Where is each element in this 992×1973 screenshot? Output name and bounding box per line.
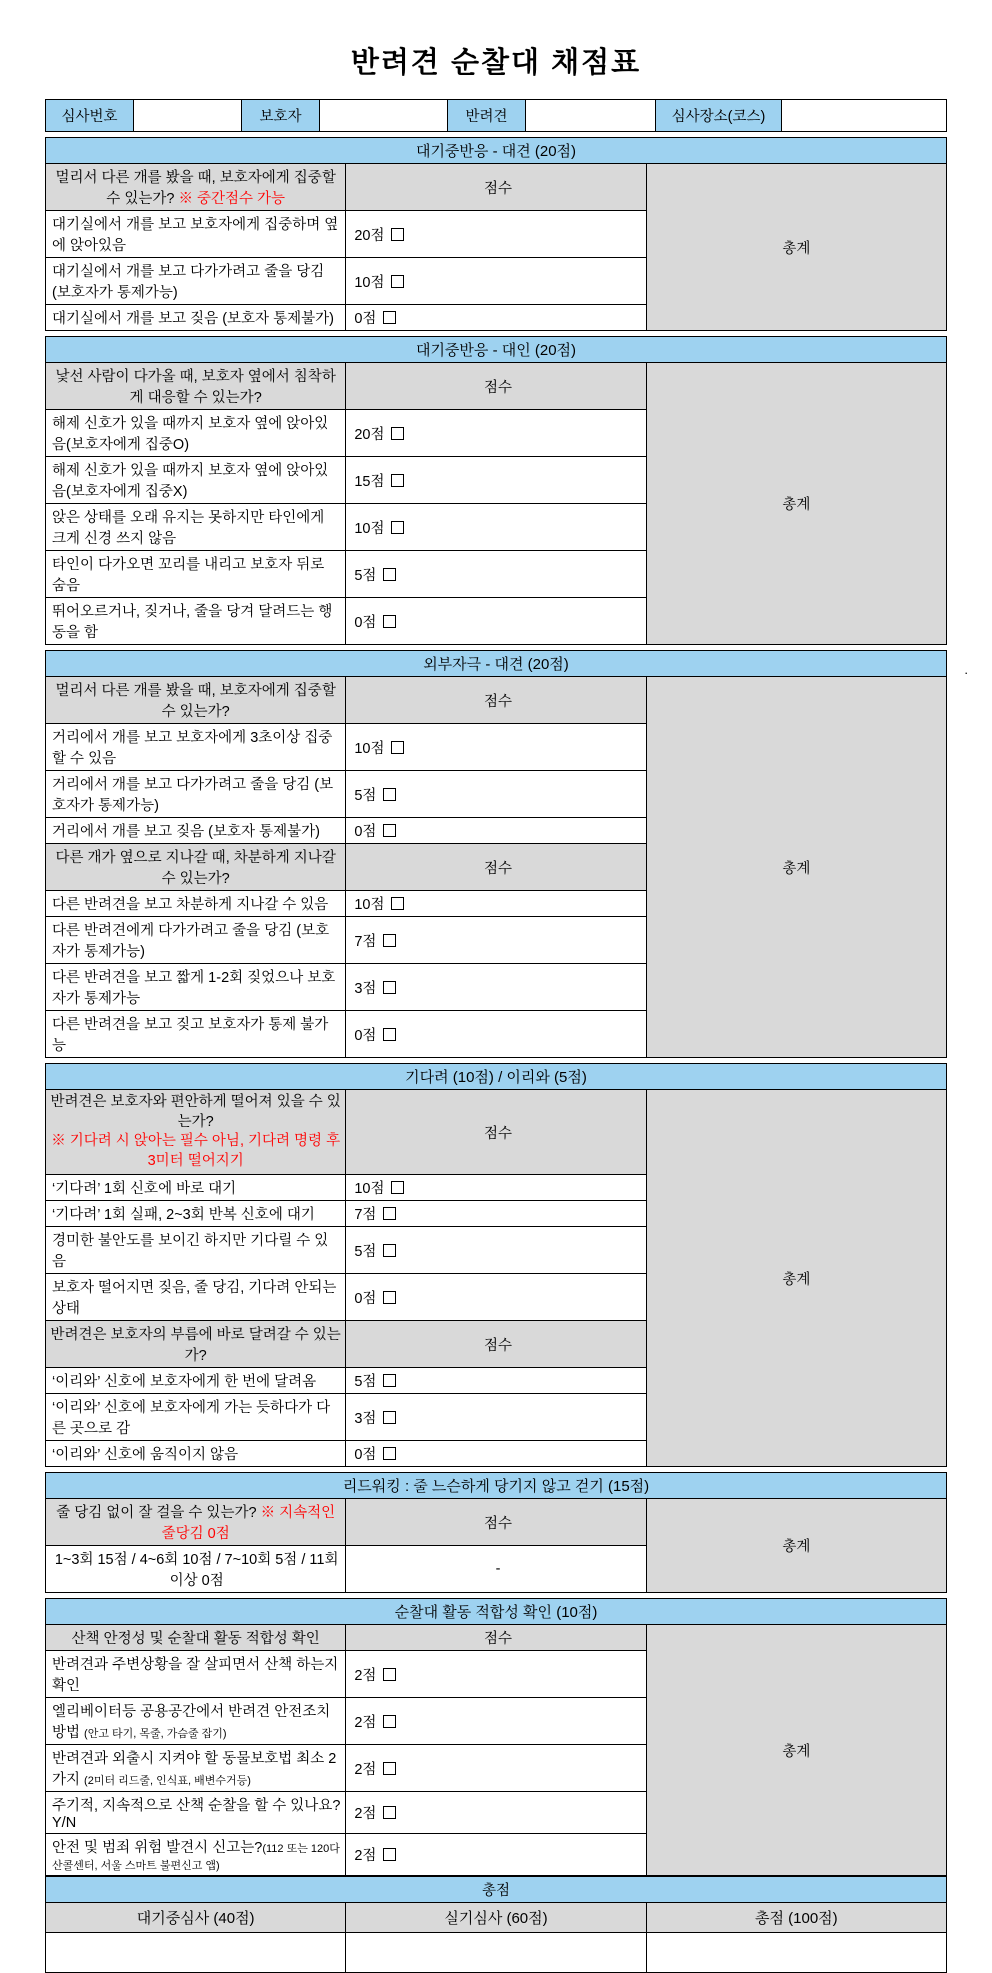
item-points: - <box>346 1546 646 1593</box>
section-title-6: 순찰대 활동 적합성 확인 (10점) <box>46 1599 947 1625</box>
summary-col-waiting: 대기중심사 (40점) <box>46 1903 346 1933</box>
item-points[interactable]: 0점 <box>346 818 646 844</box>
item-label: 주기적, 지속적으로 산책 순찰을 할 수 있나요? Y/N <box>46 1792 346 1834</box>
summary-value-practical[interactable] <box>346 1933 646 1973</box>
summary-header: 총점 <box>46 1877 947 1903</box>
header-input-guardian[interactable] <box>320 100 448 132</box>
header-input-venue[interactable] <box>782 100 947 132</box>
checkbox[interactable] <box>383 1291 396 1304</box>
score-header-5-1: 점수 <box>346 1499 646 1546</box>
item-points[interactable]: 2점 <box>346 1834 646 1876</box>
item-label: 안전 및 범죄 위험 발견시 신고는?(112 또는 120다산콜센터, 서울 스마트 불편신고 앱) <box>46 1834 346 1876</box>
item-label: 거리에서 개를 보고 짖음 (보호자 통제불가) <box>46 818 346 844</box>
item-points[interactable]: 20점 <box>346 410 646 457</box>
checkbox[interactable] <box>383 934 396 947</box>
summary-col-total: 총점 (100점) <box>646 1903 946 1933</box>
item-sublabel: (안고 타기, 목줄, 가슴줄 잡기) <box>84 1728 227 1741</box>
header-input-dog[interactable] <box>526 100 656 132</box>
item-label: 경미한 불안도를 보이긴 하지만 기다릴 수 있음 <box>46 1227 346 1274</box>
header-label-case-number: 심사번호 <box>46 100 134 132</box>
item-points[interactable]: 7점 <box>346 1201 646 1227</box>
header-input-case-number[interactable] <box>134 100 242 132</box>
item-label: 거리에서 개를 보고 보호자에게 3초이상 집중할 수 있음 <box>46 724 346 771</box>
header-label-dog: 반려견 <box>448 100 526 132</box>
checkbox[interactable] <box>383 1447 396 1460</box>
question-text-6-1: 산책 안정성 및 순찰대 활동 적합성 확인 <box>46 1625 346 1651</box>
item-label: 뛰어오르거나, 짖거나, 줄을 당겨 달려드는 행동을 함 <box>46 598 346 645</box>
section-table-5 <box>45 1472 947 1593</box>
summary-value-waiting[interactable] <box>46 1933 346 1973</box>
summary-table <box>45 1876 947 1973</box>
item-label: ‘이리와’ 신호에 보호자에게 한 번에 달려옴 <box>46 1368 346 1394</box>
section-table-2 <box>45 336 947 645</box>
item-points[interactable]: 0점 <box>346 305 646 331</box>
header-label-venue: 심사장소(코스) <box>656 100 782 132</box>
item-label: 보호자 떨어지면 짖음, 줄 당김, 기다려 안되는 상태 <box>46 1274 346 1321</box>
item-sublabel: (112 또는 120다산콜센터, 서울 스마트 불편신고 앱) <box>52 1843 340 1873</box>
total-cell-1: 총계 <box>646 164 946 331</box>
item-label: 다른 반려견을 보고 짧게 1-2회 짖었으나 보호자가 통제가능 <box>46 964 346 1011</box>
item-label: 다른 반려견에게 다가가려고 줄을 당김 (보호자가 통제가능) <box>46 917 346 964</box>
checkbox[interactable] <box>383 1806 396 1819</box>
item-points[interactable]: 7점 <box>346 917 646 964</box>
checkbox[interactable] <box>383 1374 396 1387</box>
checkbox[interactable] <box>391 228 404 241</box>
item-points[interactable]: 2점 <box>346 1698 646 1745</box>
total-cell-2: 총계 <box>646 363 946 645</box>
item-points[interactable]: 2점 <box>346 1651 646 1698</box>
question-text-1-1: 멀리서 다른 개를 봤을 때, 보호자에게 집중할 수 있는가? ※ 중간점수 가능 <box>46 164 346 211</box>
item-label: 거리에서 개를 보고 다가가려고 줄을 당김 (보호자가 통제가능) <box>46 771 346 818</box>
item-label: 다른 반려견을 보고 차분하게 지나갈 수 있음 <box>46 891 346 917</box>
checkbox[interactable] <box>391 275 404 288</box>
total-cell-5: 총계 <box>646 1499 946 1593</box>
header-label-guardian: 보호자 <box>242 100 320 132</box>
checkbox[interactable] <box>383 1715 396 1728</box>
item-points[interactable]: 2점 <box>346 1792 646 1834</box>
item-label: ‘기다려’ 1회 실패, 2~3회 반복 신호에 대기 <box>46 1201 346 1227</box>
checkbox[interactable] <box>391 521 404 534</box>
section-title-4: 기다려 (10점) / 이리와 (5점) <box>46 1064 947 1090</box>
item-label: 다른 반려견을 보고 짖고 보호자가 통제 불가능 <box>46 1011 346 1058</box>
checkbox[interactable] <box>383 1207 396 1220</box>
checkbox[interactable] <box>383 788 396 801</box>
item-points[interactable]: 20점 <box>346 211 646 258</box>
item-label: 대기실에서 개를 보고 짖음 (보호자 통제불가) <box>46 305 346 331</box>
header-info-table <box>45 99 947 132</box>
question-line-1: 반려견은 보호자와 편안하게 떨어져 있을 수 있는가? <box>50 1094 341 1130</box>
item-points[interactable]: 10점 <box>346 724 646 771</box>
item-points[interactable]: 2점 <box>346 1745 646 1792</box>
question-text-2-1: 낯선 사람이 다가올 때, 보호자 옆에서 침착하게 대응할 수 있는가? <box>46 363 346 410</box>
page-title: 반려견 순찰대 채점표 <box>350 47 642 79</box>
section-table-3 <box>45 650 947 1058</box>
item-points[interactable]: 0점 <box>346 1011 646 1058</box>
checkbox[interactable] <box>391 897 404 910</box>
summary-value-total[interactable] <box>646 1933 946 1973</box>
item-points[interactable]: 10점 <box>346 258 646 305</box>
checkbox[interactable] <box>383 311 396 324</box>
item-label: 앉은 상태를 오래 유지는 못하지만 타인에게 크게 신경 쓰지 않음 <box>46 504 346 551</box>
question-text-5-1: 줄 당김 없이 잘 걸을 수 있는가? ※ 지속적인 줄당김 0점 <box>46 1499 346 1546</box>
total-cell-3: 총계 <box>646 677 946 1058</box>
section-table-6 <box>45 1598 947 1876</box>
section-title-2: 대기중반응 - 대인 (20점) <box>46 337 947 363</box>
item-points[interactable]: 5점 <box>346 771 646 818</box>
checkbox[interactable] <box>391 427 404 440</box>
checkbox[interactable] <box>391 1181 404 1194</box>
item-points[interactable]: 0점 <box>346 598 646 645</box>
checkbox[interactable] <box>383 615 396 628</box>
item-label: 타인이 다가오면 꼬리를 내리고 보호자 뒤로 숨음 <box>46 551 346 598</box>
section-title-1: 대기중반응 - 대견 (20점) <box>46 138 947 164</box>
checkbox[interactable] <box>383 1762 396 1775</box>
question-line-2: ※ 기다려 시 앉아는 필수 아님, 기다려 명령 후 3미터 떨어지기 <box>51 1133 341 1169</box>
item-label: 반려견과 주변상황을 잘 살피면서 산책 하는지 확인 <box>46 1651 346 1698</box>
item-points[interactable]: 10점 <box>346 504 646 551</box>
summary-col-practical: 실기심사 (60점) <box>346 1903 646 1933</box>
item-label: 해제 신호가 있을 때까지 보호자 옆에 앉아있음(보호자에게 집중O) <box>46 410 346 457</box>
checkbox[interactable] <box>383 1028 396 1041</box>
item-points[interactable]: 0점 <box>346 1274 646 1321</box>
item-label: ‘이리와’ 신호에 움직이지 않음 <box>46 1441 346 1467</box>
checkbox[interactable] <box>391 741 404 754</box>
section-table-4 <box>45 1063 947 1467</box>
score-header-1-1: 점수 <box>346 164 646 211</box>
checkbox[interactable] <box>383 1668 396 1681</box>
item-points[interactable]: 3점 <box>346 964 646 1011</box>
question-text-3-2: 다른 개가 옆으로 지나갈 때, 차분하게 지나갈 수 있는가? <box>46 844 346 891</box>
score-header-4-2: 점수 <box>346 1321 646 1368</box>
checkbox[interactable] <box>383 981 396 994</box>
total-cell-4: 총계 <box>646 1090 946 1467</box>
question-text-4-1 <box>46 1090 346 1175</box>
item-points[interactable]: 10점 <box>346 1175 646 1201</box>
item-points[interactable]: 5점 <box>346 1227 646 1274</box>
item-label: ‘이리와’ 신호에 보호자에게 가는 듯하다가 다른 곳으로 감 <box>46 1394 346 1441</box>
item-points[interactable]: 15점 <box>346 457 646 504</box>
side-mark: . <box>964 662 968 677</box>
score-header-3-1: 점수 <box>346 677 646 724</box>
item-label: 반려견과 외출시 지켜야 할 동물보호법 최소 2가지 (2미터 리드줄, 인식표, 배변수거등) <box>46 1745 346 1792</box>
header-info-row <box>46 100 947 132</box>
item-label: 대기실에서 개를 보고 다가가려고 줄을 당김 (보호자가 통제가능) <box>46 258 346 305</box>
question-text-4-2: 반려견은 보호자의 부름에 바로 달려갈 수 있는가? <box>46 1321 346 1368</box>
item-sublabel: (2미터 리드줄, 인식표, 배변수거등) <box>84 1775 251 1788</box>
checkbox[interactable] <box>391 474 404 487</box>
checkbox[interactable] <box>383 1244 396 1257</box>
score-header-3-2: 점수 <box>346 844 646 891</box>
item-label: 해제 신호가 있을 때까지 보호자 옆에 앉아있음(보호자에게 집중X) <box>46 457 346 504</box>
item-points[interactable]: 5점 <box>346 1368 646 1394</box>
section-table-1 <box>45 137 947 331</box>
item-label: 엘리베이터등 공용공간에서 반려견 안전조치 방법 (안고 타기, 목줄, 가슴줄 잡기) <box>46 1698 346 1745</box>
score-header-4-1: 점수 <box>346 1090 646 1175</box>
item-points[interactable]: 5점 <box>346 551 646 598</box>
total-cell-6: 총계 <box>646 1625 946 1876</box>
item-points[interactable]: 0점 <box>346 1441 646 1467</box>
item-label: 1~3회 15점 / 4~6회 10점 / 7~10회 5점 / 11회 이상 0점 <box>46 1546 346 1593</box>
item-points[interactable]: 3점 <box>346 1394 646 1441</box>
question-text-3-1: 멀리서 다른 개를 봤을 때, 보호자에게 집중할 수 있는가? <box>46 677 346 724</box>
checkbox[interactable] <box>383 1848 396 1861</box>
item-points[interactable]: 10점 <box>346 891 646 917</box>
section-title-3: 외부자극 - 대견 (20점) <box>46 651 947 677</box>
checkbox[interactable] <box>383 568 396 581</box>
section-title-5: 리드워킹 : 줄 느슨하게 당기지 않고 걷기 (15점) <box>46 1473 947 1499</box>
score-header-6-1: 점수 <box>346 1625 646 1651</box>
item-label: 대기실에서 개를 보고 보호자에게 집중하며 옆에 앉아있음 <box>46 211 346 258</box>
score-header-2-1: 점수 <box>346 363 646 410</box>
checkbox[interactable] <box>383 1411 396 1424</box>
checkbox[interactable] <box>383 824 396 837</box>
item-label: ‘기다려’ 1회 신호에 바로 대기 <box>46 1175 346 1201</box>
